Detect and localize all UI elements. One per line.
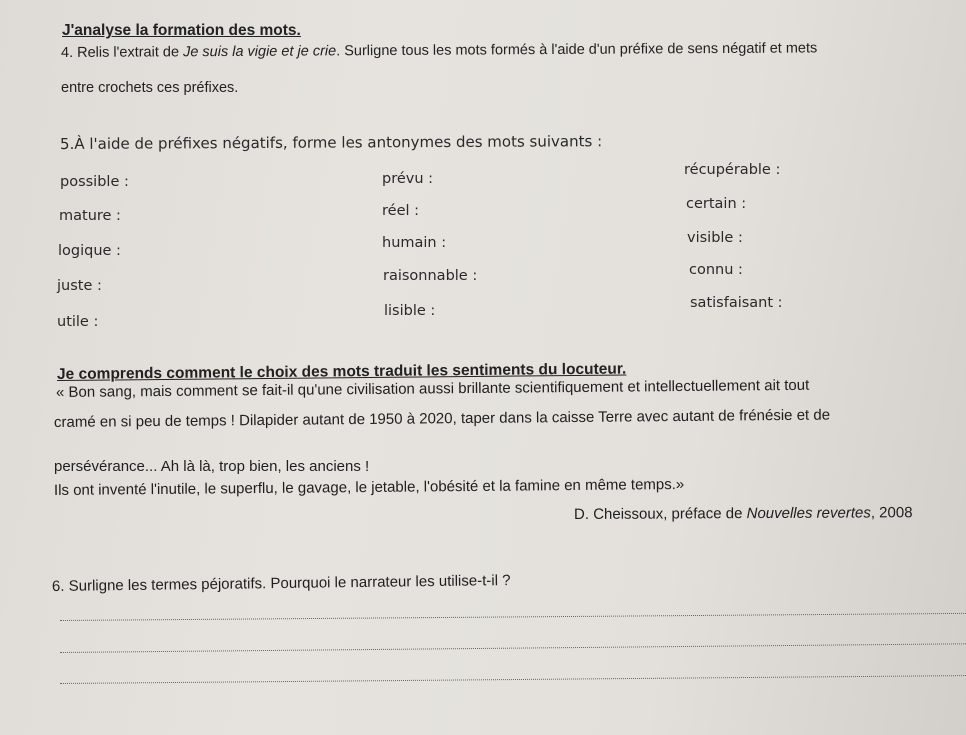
word-col2-5: lisible :: [384, 303, 436, 319]
answer-line-1: [60, 613, 966, 621]
word-col1-5: utile :: [57, 314, 99, 330]
quote-line-4: Ils ont inventé l'inutile, le superflu, le gavage, le jetable, l'obésité et la famine en même temps.»: [53, 475, 685, 499]
word-col2-4: raisonnable :: [383, 268, 478, 284]
word-col1-4: juste :: [57, 278, 102, 294]
word-col2-2: réel :: [382, 203, 420, 219]
source-author: D. Cheissoux, préface de: [573, 505, 747, 523]
word-col3-2: certain :: [686, 196, 747, 212]
question-5: 5.À l'aide de préfixes négatifs, forme les antonymes des mots suivants :: [59, 132, 603, 153]
section-title-formation: J'analyse la formation des mots.: [62, 22, 301, 39]
question-4: [61, 40, 817, 61]
quote-line-2: cramé en si peu de temps ! Dilapider autant de 1950 à 2020, taper dans la caisse Terre avec autant de frénésie et de: [53, 406, 831, 431]
word-col2-3: humain :: [382, 235, 447, 251]
section-title-sentiments: Je comprends comment le choix des mots traduit les sentiments du locuteur.: [56, 360, 627, 383]
question-4-title: Je suis la vigie et je crie: [182, 43, 337, 61]
source-title: Nouvelles revertes: [746, 504, 871, 523]
quote-source: [574, 504, 913, 523]
word-col3-1: récupérable :: [684, 162, 781, 178]
word-col3-4: connu :: [689, 262, 743, 278]
word-col1-2: mature :: [59, 208, 121, 224]
word-col3-5: satisfaisant :: [690, 295, 783, 311]
question-6: 6. Surligne les termes péjoratifs. Pourquoi le narrateur les utilise-t-il ?: [51, 571, 511, 595]
quote-line-3: persévérance... Ah là là, trop bien, les anciens !: [54, 458, 370, 475]
word-col1-3: logique :: [58, 243, 121, 259]
question-4-line2: entre crochets ces préfixes.: [61, 80, 239, 96]
word-col2-1: prévu :: [382, 171, 434, 187]
answer-line-3: [60, 675, 966, 684]
question-4-prefix: 4. Relis l'extrait de: [60, 44, 184, 61]
answer-line-2: [60, 643, 966, 653]
word-col1-1: possible :: [60, 174, 129, 190]
quote-line-1: « Bon sang, mais comment se fait-il qu'une civilisation aussi brillante scientifiquement et intellectuellement ait tout: [55, 376, 810, 401]
word-col3-3: visible :: [687, 230, 743, 246]
source-year: , 2008: [870, 504, 913, 522]
question-4-rest: . Surligne tous les mots formés à l'aide d'un préfixe de sens négatif et mets: [336, 40, 818, 60]
